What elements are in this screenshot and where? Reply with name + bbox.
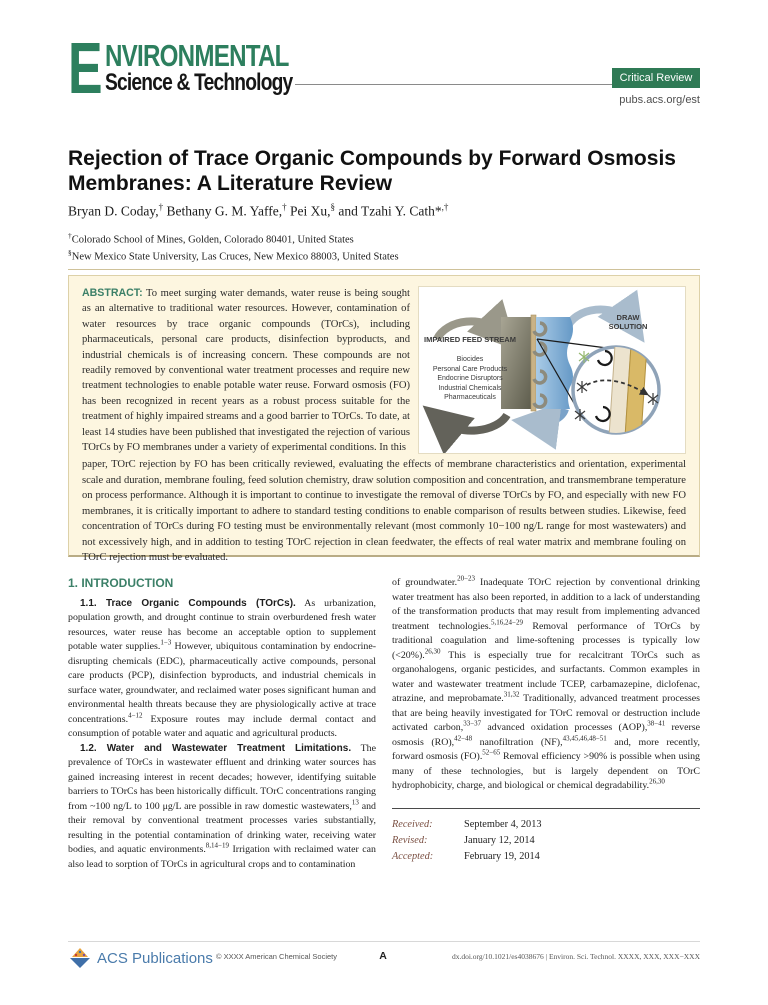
abstract-body: To meet surging water demands, water reuse is being sought as an alternative to traditional water resources. However, contamination of water resources by trace organic compounds (TOrCs), including pharmaceuticals, personal care products, disinfection byproducts, and industrial chemicals is of increasing concern. These compounds are not readily removed by conventional water treatment processes and require new treatment technologies to enable potable water reuse. Forward osmosis (FO) has been recognized in recent years as a robust process suitable for the treatment of highly impaired streams and a good barrier to TOrCs. To date, at least 14 studies have been published that investigated the rejection of various TOrCs by FO membranes under a variety of experimental conditions. In this	[82, 288, 410, 454]
acs-publications-logo	[68, 947, 213, 969]
abstract-text	[82, 286, 410, 455]
affiliation-line: †Colorado School of Mines, Golden, Colorado 80401, United States	[68, 231, 354, 246]
article-dates-block	[392, 808, 700, 865]
journal-url-link[interactable]: pubs.acs.org/est	[619, 94, 700, 106]
received-row	[392, 817, 700, 833]
revised-date: January 12, 2014	[464, 834, 535, 846]
abstract-panel	[68, 275, 700, 563]
accepted-label: Accepted:	[392, 850, 434, 862]
feed-item: Pharmaceuticals	[444, 394, 496, 401]
abstract-label: ABSTRACT:	[82, 287, 143, 299]
graphical-abstract	[418, 286, 686, 454]
logo-initial: E	[68, 29, 101, 109]
page-title: Rejection of Trace Organic Compounds by Forward Osmosis Membranes: A Literature Review	[68, 147, 676, 195]
logo-line2: Science & Technology	[105, 69, 293, 96]
authors-line: Bryan D. Coday,† Bethany G. M. Yaffe,† Pei Xu,§ and Tzahi Y. Cath*,†	[68, 202, 449, 219]
feed-stream-label: IMPAIRED FEED STREAM	[424, 335, 516, 344]
affiliation-line: §New Mexico State University, Las Cruces, New Mexico 88003, United States	[68, 248, 399, 263]
doi-link[interactable]: dx.doi.org/10.1021/es4038676 | Environ. Sci. Technol. XXXX, XXX, XXX−XXX	[451, 952, 700, 961]
paragraph-1-2: 1.2. Water and Wastewater Treatment Limitations. The prevalence of TOrCs in wastewater effluent and drinking water sources has gained increasing interest in recent decades; however, identifying suitable barriers to TOrCs has been historically difficult. TOrC concentrations ranging from ~100 ng/L to 100 μg/L are possible in raw domestic wastewaters,$^{13}$ and their removal by conventional treatment processes varies substantially, resulting in the potential contamination of drinking water, receiving water bodies, and aquatic environments.$^{8,14-19}$ Irrigation with reclaimed water can also lead to sorption of TOrCs in agricultural crops and to contamination	[68, 742, 376, 870]
feed-stream-items	[419, 355, 521, 403]
feed-return-arrow-icon	[441, 415, 507, 431]
footer-divider	[68, 941, 700, 942]
journal-logo	[68, 29, 308, 109]
article-type-badge: Critical Review	[612, 68, 700, 88]
received-date: September 4, 2013	[464, 818, 542, 830]
feed-item: Industrial Chemicals	[438, 384, 502, 392]
title-divider	[68, 269, 700, 270]
feed-item: Endocrine Disruptors	[437, 375, 503, 382]
accepted-row	[392, 849, 700, 865]
section-heading-introduction: 1. INTRODUCTION	[68, 576, 174, 590]
paragraph-1-1: 1.1. Trace Organic Compounds (TOrCs). As urbanization, population growth, and drought continue to strain overburdened fresh water resources, water reuse has become an acceptable option to supplement potable water supplies.$^{1-3}$ However, ubiquitous contamination by endocrine-disrupting chemicals (EDC), pharmaceutically active compounds, personal care products (PCP), disinfection byproducts, and industrial chemicals in surface water, groundwater, and reclaimed water poses significant human and environmental health threats because they are physiologically active at trace concentrations.$^{4-12}$ Exposure routes may include dermal contact and consumption of potable water and aquatic and agricultural products.	[68, 597, 376, 739]
membrane-magnifier-icon	[573, 345, 659, 437]
header-divider	[295, 84, 617, 85]
acs-logo-icon	[68, 947, 92, 969]
paragraph-right: of groundwater.$^{20-23}$ Inadequate TOrC rejection by conventional drinking water treatment has also been reported, in addition to a lack of understanding of the transformation products that may result from implementing advanced treatment technologies.$^{5,16,24-29}$ Removal performance of TOrCs by traditional coagulation and lime-softening processes is typically low (<20%).$^{26,30}$ This is especially true for recalcitrant TOrCs such as organohalogens, organic pesticides, and surfactants. Common examples in water and wastewater treatment include TCEP, carbamazepine, diclofenac, atrazine, and meprobamate.$^{31,32}$ Traditionally, advanced treatment processes that are being heavily investigated for TOrC removal or destruction include activated carbon,$^{33-37}$ advanced oxidation processes (AOP),$^{38-41}$ reverse osmosis (RO),$^{42-48}$ nanofiltration (NF),$^{43,45,46,48-51}$ and, more recently, forward osmosis (FO).$^{52-65}$ Removal efficiency >90% is possible when using many of these technologies, but is largely dependent on TOrC hydrophobicity, charge, and biological or chemical degradability.$^{26,30}$	[392, 574, 701, 791]
feed-item: Personal Care Products	[432, 365, 508, 373]
right-column	[392, 576, 700, 872]
page-number: A	[379, 950, 387, 962]
acs-brand-text: ACS Publications	[97, 949, 213, 967]
abstract-continuation: paper, TOrC rejection by FO has been critically reviewed, evaluating the effects of membrane characteristics and orientation, experimental scale and duration, membrane fouling, feed solution chemistry, draw solution composition and concentration, and transmembrane temperature on process performance. Although it is important to continue to investigate the removal of diverse TOrCs by FO, and especially with new FO membranes, it is critically important to adhere to standard testing conditions to enable comparison of results between studies. Likewise, feed concentration of TOrCs during FO testing must be environmentally relevant (most commonly 10−100 ng/L range for most wastewaters) and not excessively high, and in addition to testing TOrC rejection in clean feedwater, the effects of real water matrix and membrane fouling on TOrC rejection must be evaluated.	[82, 459, 686, 563]
received-label: Received:	[392, 818, 433, 830]
feed-item: Biocides	[456, 356, 484, 363]
draw-solution-label: DRAW SOLUTION	[608, 313, 648, 331]
draw-return-arrow-icon	[535, 409, 565, 423]
logo-line1: NVIRONMENTAL	[105, 38, 289, 73]
accepted-date: February 19, 2014	[464, 850, 540, 862]
page-footer	[68, 947, 700, 973]
copyright-text: © XXXX American Chemical Society	[216, 952, 337, 961]
revised-label: Revised:	[392, 834, 428, 846]
revised-row	[392, 833, 700, 849]
left-column	[68, 576, 376, 872]
